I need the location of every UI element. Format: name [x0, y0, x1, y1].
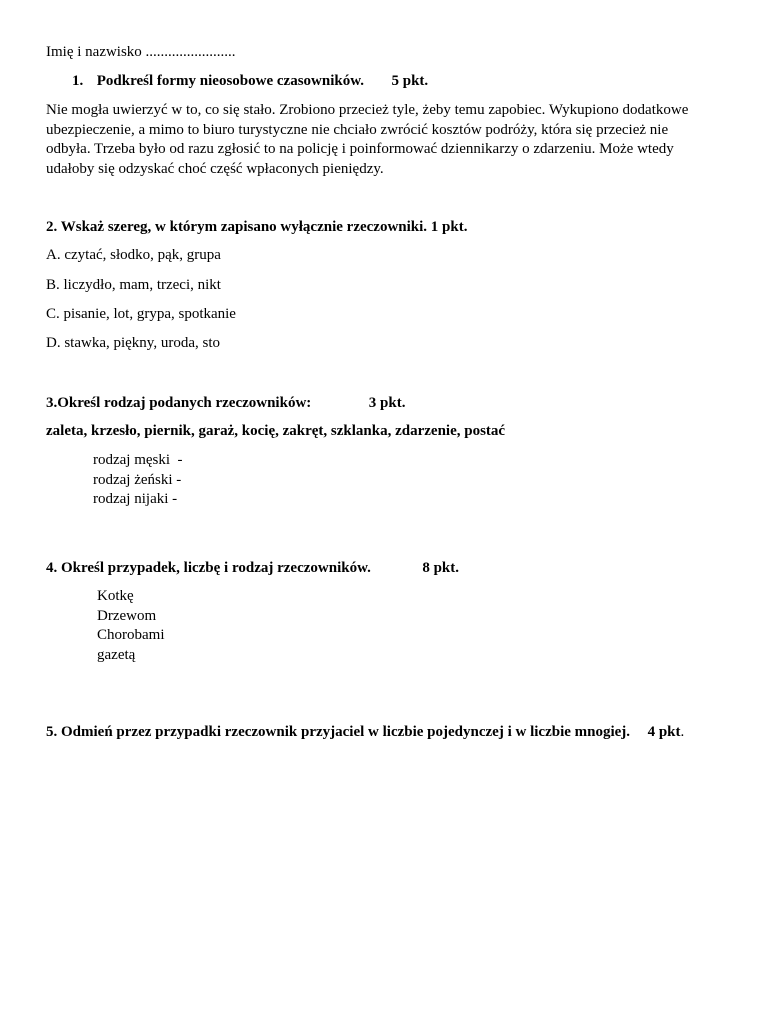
q1-heading: [72, 72, 428, 91]
q4-title: 4. Określ przypadek, liczbę i rodzaj rzeczowników.: [46, 560, 371, 576]
q3-gender-masculine: rodzaj męski -: [93, 452, 183, 468]
q2-option-a: A. czytać, słodko, pąk, grupa: [46, 247, 221, 263]
q3-gender-neuter: rodzaj nijaki -: [93, 491, 178, 507]
q3-heading: [46, 394, 405, 413]
q1-text: [46, 101, 726, 179]
q1-text-line: Nie mogła uwierzyć w to, co się stało. Zrobiono przecież tyle, żeby temu zapobiec. Wykupiono dodatkowe: [46, 102, 689, 118]
q5-title: 5. Odmień przez przypadki rzeczownik przyjaciel w liczbie pojedynczej i w liczbie mnogiej.: [46, 724, 631, 740]
q2-option-c: C. pisanie, lot, grypa, spotkanie: [46, 306, 236, 322]
q4-noun: Chorobami: [97, 627, 165, 643]
q3-words: zaleta, krzesło, piernik, garaż, kocię, zakręt, szklanka, zdarzenie, postać: [46, 423, 506, 439]
q2-option-b: B. liczydło, mam, trzeci, nikt: [46, 277, 221, 293]
q1-title: Podkreśl formy nieosobowe czasowników.: [96, 73, 364, 89]
q1-points: 5 pkt.: [391, 73, 429, 89]
q5-heading: [46, 723, 684, 742]
q3-gender-feminine: rodzaj żeński -: [93, 471, 182, 488]
name-line: Imię i nazwisko ........................: [46, 44, 236, 60]
q4-noun: Drzewom: [97, 607, 157, 624]
q2-option-d: D. stawka, piękny, uroda, sto: [46, 335, 220, 351]
q3-gender-list: [93, 451, 183, 510]
q1-text-line: udałoby się odzyskać choć część wpłaconych pieniędzy.: [46, 160, 384, 177]
q1-text-line: ubezpieczenie, a mimo to biuro turystyczne nie chciało zwrócić kosztów podróży, która się przecież nie: [46, 121, 669, 138]
q4-points: 8 pkt.: [422, 560, 460, 576]
q4-noun-list: [97, 587, 165, 665]
q5-period: .: [680, 724, 685, 740]
q4-noun: Kotkę: [97, 588, 134, 604]
q3-points: 3 pkt.: [368, 395, 406, 411]
q4-noun: gazetą: [97, 646, 136, 663]
q3-title: 3.Określ rodzaj podanych rzeczowników:: [46, 395, 312, 411]
q2-title: 2. Wskaż szereg, w którym zapisano wyłącznie rzeczowniki. 1 pkt.: [46, 219, 468, 235]
q5-points: 4 pkt: [647, 724, 681, 740]
q1-number: 1.: [72, 73, 84, 89]
q4-heading: [46, 559, 459, 578]
q1-text-line: odbyła. Trzeba było od razu zgłosić to na policję i poinformować dziennikarzy o zdarzeniu. Może wtedy: [46, 141, 674, 157]
